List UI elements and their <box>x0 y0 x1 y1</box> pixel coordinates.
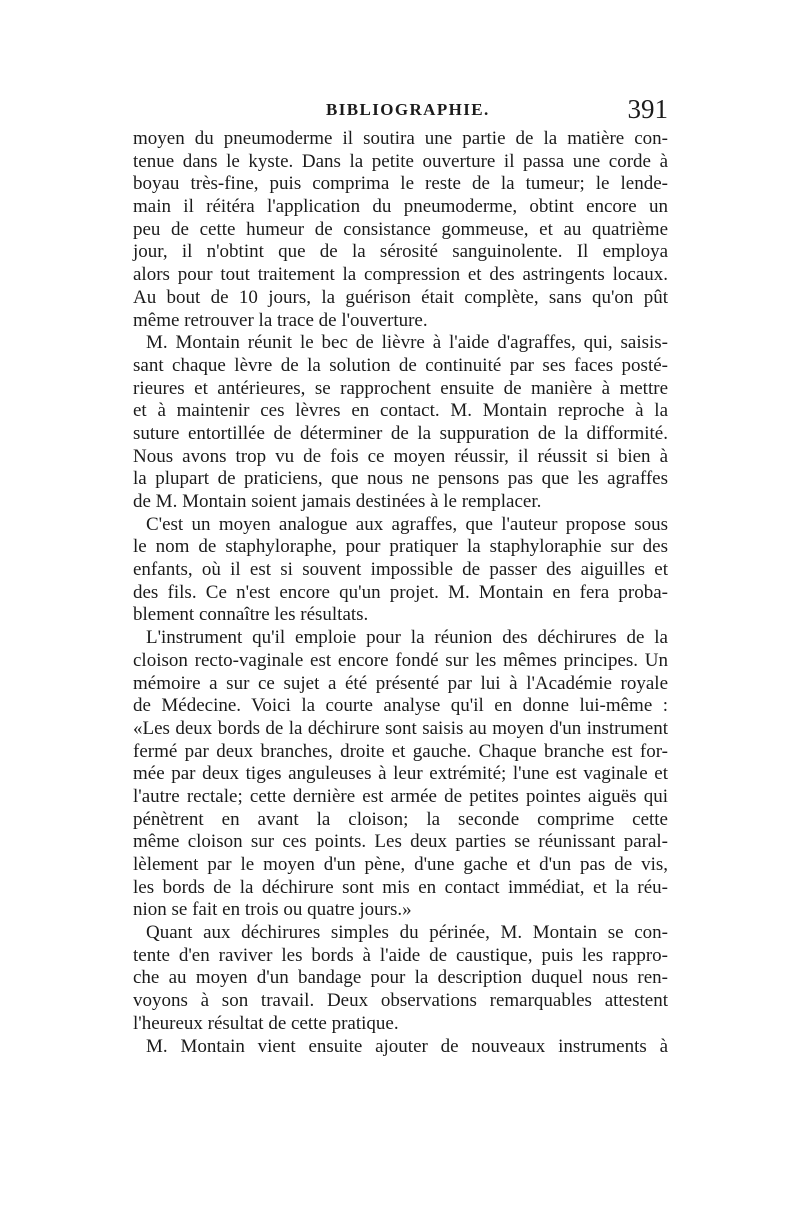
text-line: rieures et antérieures, se rapprochent ensuite de manière à mettre <box>133 377 668 399</box>
text-line: blement connaître les résultats. <box>133 604 369 626</box>
text-line: le nom de staphyloraphe, pour pratiquer la staphyloraphie sur des <box>133 536 668 558</box>
text-line: alors pour tout traitement la compression et des astringents locaux. <box>133 264 668 286</box>
text-line: tente d'en raviver les bords à l'aide de caustique, puis les rappro- <box>133 944 668 966</box>
text-line: peu de cette humeur de consistance gommeuse, et au quatrième <box>133 218 668 240</box>
text-line: pénètrent en avant la cloison; la seconde comprime cette <box>133 808 668 830</box>
text-line: Nous avons trop vu de fois ce moyen réussir, il réussit si bien à <box>133 445 668 467</box>
text-line: nion se fait en trois ou quatre jours.» <box>133 899 412 921</box>
text-line: Au bout de 10 jours, la guérison était complète, sans qu'on pût <box>133 286 668 308</box>
text-line: de Médecine. Voici la courte analyse qu'il en donne lui-même : <box>133 695 668 717</box>
text-line: mémoire a sur ce sujet a été présenté par lui à l'Académie royale <box>133 672 668 694</box>
text-line: enfants, où il est si souvent impossible de passer des aiguilles et <box>133 559 668 581</box>
text-line: des fils. Ce n'est encore qu'un projet. M. Montain en fera proba- <box>133 581 668 603</box>
text-line: suture entortillée de déterminer de la suppuration de la difformité. <box>133 422 668 444</box>
text-line: che au moyen d'un bandage pour la description duquel nous ren- <box>133 967 668 989</box>
text-line: moyen du pneumoderme il soutira une partie de la matière con- <box>133 128 668 149</box>
text-line: sant chaque lèvre de la solution de continuité par ses faces posté- <box>133 354 668 376</box>
text-line: «Les deux bords de la déchirure sont saisis au moyen d'un instrument <box>133 717 668 739</box>
page-number: 391 <box>627 94 668 124</box>
text-line: C'est un moyen analogue aux agraffes, que l'auteur propose sous <box>146 513 668 535</box>
text-line: de M. Montain soient jamais destinées à le remplacer. <box>133 491 542 512</box>
text-line: L'instrument qu'il emploie pour la réunion des déchirures de la <box>146 627 668 649</box>
text-line: Quant aux déchirures simples du périnée, M. Montain se con- <box>146 922 668 944</box>
text-line: la plupart de praticiens, que nous ne pensons pas que les agraffes <box>133 468 668 490</box>
text-line: même retrouver la trace de l'ouverture. <box>133 309 428 331</box>
text-line: M. Montain réunit le bec de lièvre à l'aide d'agraffes, qui, saisis- <box>146 332 668 354</box>
text-line: mée par deux tiges anguleuses à leur extrémité; l'une est vaginale et <box>133 763 668 785</box>
running-head: BIBLIOGRAPHIE. <box>326 100 490 119</box>
text-line: M. Montain vient ensuite ajouter de nouveaux instruments à <box>146 1035 668 1057</box>
text-line: tenue dans le kyste. Dans la petite ouverture il passa une corde à <box>133 150 668 172</box>
text-line: l'autre rectale; cette dernière est armée de petites pointes aiguës qui <box>133 785 668 807</box>
text-line: et à maintenir ces lèvres en contact. M. Montain reproche à la <box>133 400 668 422</box>
text-line: lèlement par le moyen d'un pène, d'une gache et d'un pas de vis, <box>133 854 668 875</box>
text-line: l'heureux résultat de cette pratique. <box>133 1012 399 1034</box>
text-line: main il réitéra l'application du pneumoderme, obtint encore un <box>133 196 668 218</box>
text-line: voyons à son travail. Deux observations remarquables attestent <box>133 990 668 1012</box>
body-text <box>133 128 668 1058</box>
text-line: fermé par deux branches, droite et gauche. Chaque branche est for- <box>133 740 668 762</box>
text-line: même cloison sur ces points. Les deux parties se réunissant paral- <box>133 831 668 853</box>
text-line: cloison recto-vaginale est encore fondé sur les mêmes principes. Un <box>133 649 668 671</box>
text-line: les bords de la déchirure sont mis en contact immédiat, et la réu- <box>133 876 668 898</box>
page-header <box>133 94 668 130</box>
text-line: boyau très-fine, puis comprima le reste de la tumeur; le lende- <box>133 173 668 195</box>
text-line: jour, il n'obtint que de la sérosité sanguinolente. Il employa <box>133 241 668 263</box>
